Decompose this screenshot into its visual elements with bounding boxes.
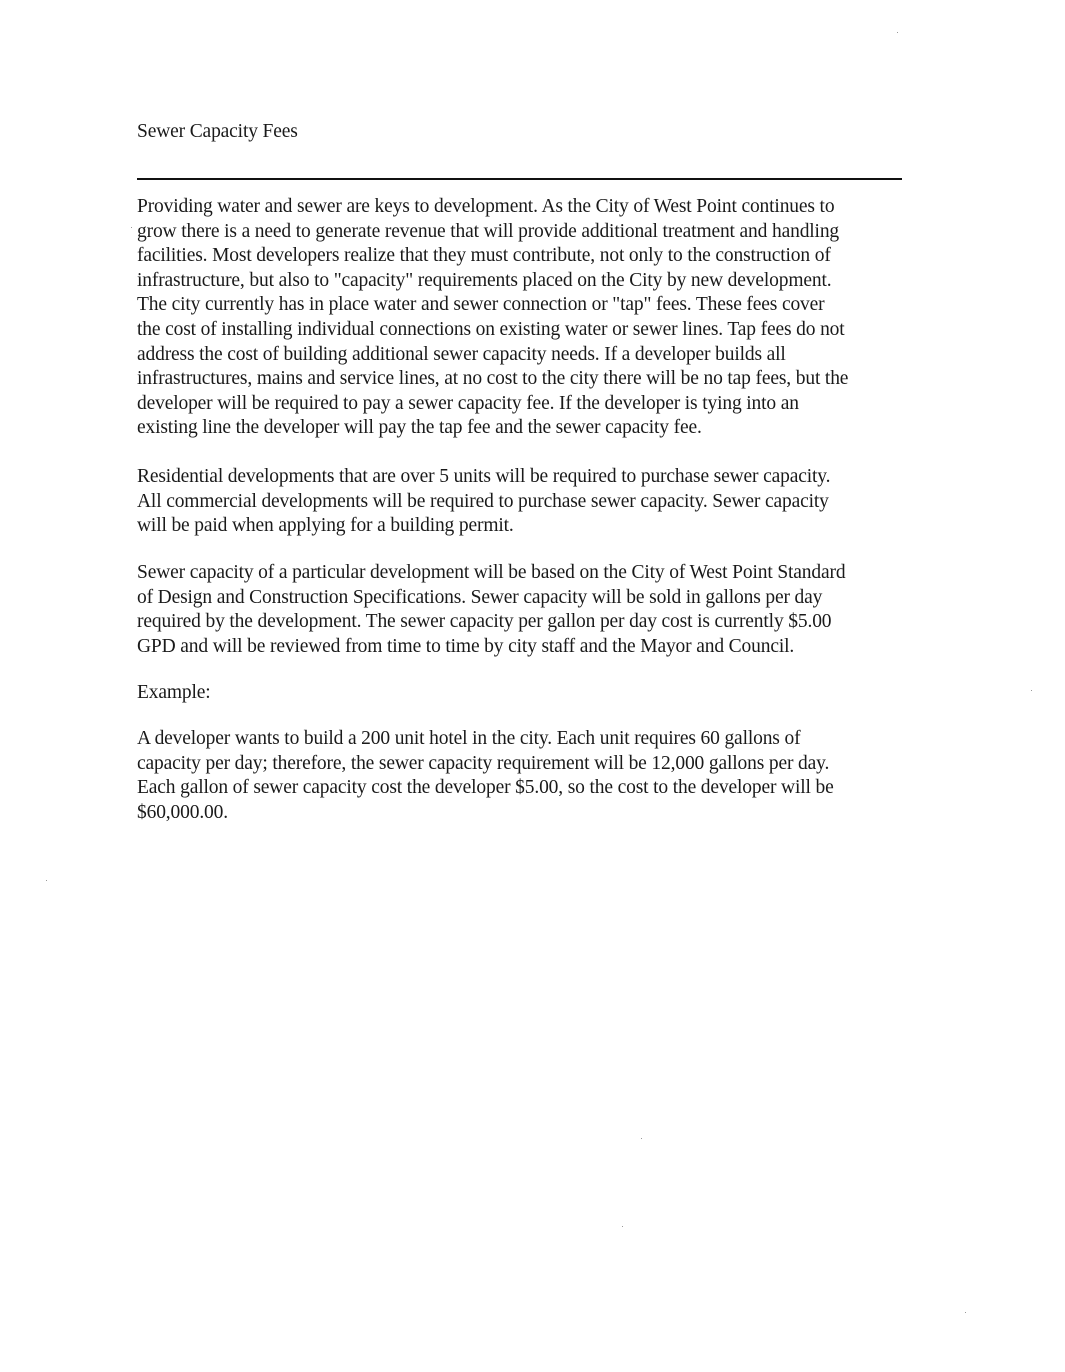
- text-line: developer will be required to pay a sewer capacity fee. If the developer is tying into an: [137, 392, 799, 414]
- text-line: Each gallon of sewer capacity cost the developer $5.00, so the cost to the developer will be: [137, 777, 834, 799]
- paragraph-intro: [137, 195, 912, 441]
- text-line: All commercial developments will be required to purchase sewer capacity. Sewer capacity: [137, 490, 829, 512]
- text-line: A developer wants to build a 200 unit hotel in the city. Each unit requires 60 gallons of: [137, 728, 801, 749]
- text-line: existing line the developer will pay the tap fee and the sewer capacity fee.: [137, 417, 702, 439]
- scan-speck: [965, 1312, 966, 1313]
- text-line: GPD and will be reviewed from time to time by city staff and the Mayor and Council.: [137, 635, 795, 657]
- scan-speck: [622, 1226, 623, 1227]
- text-line: Residential developments that are over 5 units will be required to purchase sewer capacity.: [137, 466, 831, 487]
- text-line: capacity per day; therefore, the sewer capacity requirement will be 12,000 gallons per day.: [137, 752, 830, 774]
- text-line: address the cost of building additional sewer capacity needs. If a developer builds all: [137, 343, 786, 365]
- example-heading: [137, 681, 912, 706]
- text-line: infrastructures, mains and service lines, at no cost to the city there will be no tap fees, but the: [137, 368, 849, 390]
- text-line: facilities. Most developers realize that they must contribute, not only to the construction of: [137, 245, 831, 267]
- text-line: Sewer capacity of a particular development will be based on the City of West Point Standard: [137, 562, 846, 583]
- paragraph-requirements: [137, 465, 912, 539]
- paragraph-capacity-cost: [137, 561, 912, 659]
- scan-speck: [131, 227, 132, 228]
- text-line: Example:: [137, 682, 211, 703]
- text-line: grow there is a need to generate revenue that will provide additional treatment and handling: [137, 220, 840, 242]
- document-title: Sewer Capacity Fees: [137, 121, 298, 142]
- text-line: Providing water and sewer are keys to development. As the City of West Point continues to: [137, 196, 835, 217]
- text-line: of Design and Construction Specifications. Sewer capacity will be sold in gallons per day: [137, 586, 823, 608]
- paragraph-example: [137, 727, 912, 825]
- text-line: infrastructure, but also to "capacity" requirements placed on the City by new development.: [137, 269, 832, 291]
- text-line: will be paid when applying for a building permit.: [137, 515, 514, 537]
- text-line: The city currently has in place water and sewer connection or "tap" fees. These fees cover: [137, 294, 825, 316]
- text-line: the cost of installing individual connections on existing water or sewer lines. Tap fees do not: [137, 318, 845, 340]
- scan-speck: [46, 880, 47, 881]
- title-divider: [137, 178, 902, 180]
- scan-speck: [641, 1138, 642, 1139]
- scan-speck: [897, 32, 898, 33]
- text-line: $60,000.00.: [137, 801, 228, 823]
- text-line: required by the development. The sewer capacity per gallon per day cost is currently $5.00: [137, 611, 832, 633]
- scan-speck: [1031, 690, 1032, 691]
